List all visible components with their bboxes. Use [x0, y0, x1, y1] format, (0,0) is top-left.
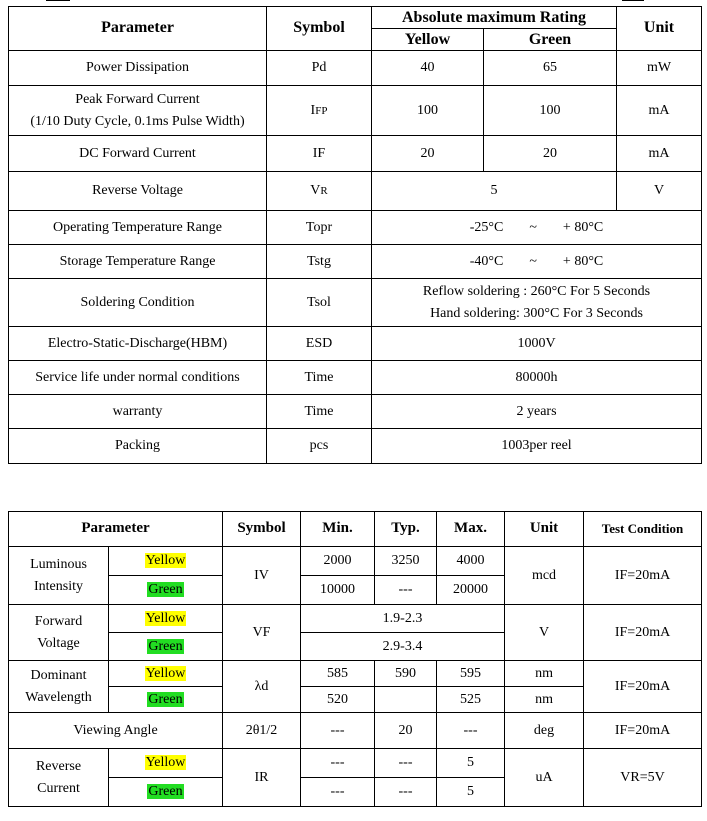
value-cell: 80000h — [372, 361, 702, 395]
test-cell: IF=20mA — [584, 713, 702, 749]
yellow-value: 100 — [372, 86, 484, 136]
typ-value: --- — [375, 576, 437, 605]
symbol-cell: Topr — [267, 211, 372, 245]
symbol-main: V — [310, 183, 321, 199]
table-row — [9, 547, 702, 576]
soldering-cell — [372, 279, 702, 327]
yellow-label: Yellow — [145, 755, 186, 771]
green-label: Green — [148, 638, 183, 654]
param-cell: Viewing Angle — [9, 713, 223, 749]
header-symbol: Symbol — [267, 7, 372, 51]
param-line: Current — [37, 780, 80, 796]
header-typ: Typ. — [375, 512, 437, 547]
max-value: 5 — [437, 749, 505, 778]
test-cell: IF=20mA — [584, 605, 702, 661]
param-cell — [9, 86, 267, 136]
param-cell: Operating Temperature Range — [9, 211, 267, 245]
value-cell: 1003per reel — [372, 429, 702, 464]
min-value: 2000 — [301, 547, 375, 576]
color-cell — [109, 576, 223, 605]
color-cell — [109, 633, 223, 661]
param-cell — [9, 605, 109, 661]
value-cell: 5 — [372, 172, 617, 211]
symbol-cell — [267, 172, 372, 211]
param-cell: Service life under normal conditions — [9, 361, 267, 395]
range-tilde: ~ — [529, 253, 537, 269]
range-cell — [372, 245, 702, 279]
unit-cell: nm — [505, 687, 584, 713]
range-value: 2.9-3.4 — [301, 633, 505, 661]
range-max: + 80°C — [562, 253, 604, 269]
param-line: Forward — [34, 613, 83, 629]
param-line: Peak Forward Current — [75, 91, 200, 107]
max-value: 595 — [437, 661, 505, 687]
unit-cell: mW — [617, 51, 702, 86]
min-value: 520 — [301, 687, 375, 713]
table-row — [9, 86, 702, 136]
soldering-line: Reflow soldering : 260°C For 5 Seconds — [422, 283, 651, 299]
page-edge-mark — [622, 0, 644, 1]
table-row — [9, 245, 702, 279]
min-value: --- — [301, 778, 375, 807]
max-value: 4000 — [437, 547, 505, 576]
param-cell: Electro-Static-Discharge(HBM) — [9, 327, 267, 361]
param-cell — [9, 749, 109, 807]
symbol-cell: Tsol — [267, 279, 372, 327]
unit-cell: nm — [505, 661, 584, 687]
symbol-cell: λd — [223, 661, 301, 713]
test-cell: IF=20mA — [584, 547, 702, 605]
typ-value: --- — [375, 778, 437, 807]
header-min: Min. — [301, 512, 375, 547]
param-cell: Storage Temperature Range — [9, 245, 267, 279]
green-value: 20 — [484, 136, 617, 172]
green-label: Green — [148, 691, 183, 707]
max-value: --- — [437, 713, 505, 749]
symbol-cell: ESD — [267, 327, 372, 361]
param-cell: Power Dissipation — [9, 51, 267, 86]
param-line: Intensity — [34, 578, 83, 594]
table-row — [9, 661, 702, 687]
param-cell — [9, 661, 109, 713]
symbol-cell: 2θ1/2 — [223, 713, 301, 749]
header-unit: Unit — [617, 7, 702, 51]
test-cell: VR=5V — [584, 749, 702, 807]
value-cell: 2 years — [372, 395, 702, 429]
symbol-cell: pcs — [267, 429, 372, 464]
symbol-cell: Time — [267, 361, 372, 395]
green-label: Green — [148, 582, 183, 598]
typ-value — [375, 687, 437, 713]
electro-optical-table — [8, 511, 702, 807]
unit-cell: mA — [617, 136, 702, 172]
unit-cell: uA — [505, 749, 584, 807]
symbol-cell: IR — [223, 749, 301, 807]
param-cell: DC Forward Current — [9, 136, 267, 172]
yellow-value: 40 — [372, 51, 484, 86]
param-cell: Reverse Voltage — [9, 172, 267, 211]
header-parameter: Parameter — [9, 512, 223, 547]
symbol-cell: IV — [223, 547, 301, 605]
param-line: (1/10 Duty Cycle, 0.1ms Pulse Width) — [30, 113, 245, 129]
range-value: 1.9-2.3 — [301, 605, 505, 633]
yellow-value: 20 — [372, 136, 484, 172]
header-unit: Unit — [505, 512, 584, 547]
min-value: 585 — [301, 661, 375, 687]
max-value: 5 — [437, 778, 505, 807]
color-cell — [109, 749, 223, 778]
param-line: Dominant — [30, 667, 87, 683]
param-line: Reverse — [35, 758, 82, 774]
min-value: --- — [301, 749, 375, 778]
range-min: -25°C — [469, 219, 504, 235]
green-value: 100 — [484, 86, 617, 136]
range-min: -40°C — [469, 253, 504, 269]
param-cell: Soldering Condition — [9, 279, 267, 327]
color-cell — [109, 547, 223, 576]
param-cell: Packing — [9, 429, 267, 464]
typ-value: 3250 — [375, 547, 437, 576]
param-line: Voltage — [37, 635, 80, 651]
table-row — [9, 361, 702, 395]
typ-value: 590 — [375, 661, 437, 687]
param-cell: warranty — [9, 395, 267, 429]
header-green: Green — [484, 29, 617, 51]
header-symbol: Symbol — [223, 512, 301, 547]
max-value: 525 — [437, 687, 505, 713]
symbol-cell — [267, 86, 372, 136]
symbol-cell: Tstg — [267, 245, 372, 279]
header-yellow: Yellow — [372, 29, 484, 51]
min-value: 10000 — [301, 576, 375, 605]
typ-value: --- — [375, 749, 437, 778]
range-cell — [372, 211, 702, 245]
soldering-line: Hand soldering: 300°C For 3 Seconds — [430, 305, 643, 321]
header-rating: Absolute maximum Rating — [372, 7, 617, 29]
unit-cell: mA — [617, 86, 702, 136]
symbol-cell: Time — [267, 395, 372, 429]
param-cell — [9, 547, 109, 605]
color-cell — [109, 687, 223, 713]
unit-cell: mcd — [505, 547, 584, 605]
yellow-label: Yellow — [145, 665, 186, 681]
table-row — [9, 713, 702, 749]
table-row — [9, 749, 702, 778]
color-cell — [109, 605, 223, 633]
symbol-main: I — [310, 102, 316, 118]
table-row — [9, 136, 702, 172]
table-row — [9, 605, 702, 633]
unit-cell: V — [617, 172, 702, 211]
table-row — [9, 211, 702, 245]
green-value: 65 — [484, 51, 617, 86]
symbol-sub: FP — [315, 104, 328, 117]
table-row — [9, 327, 702, 361]
symbol-sub: R — [320, 185, 328, 198]
header-max: Max. — [437, 512, 505, 547]
yellow-label: Yellow — [145, 610, 186, 626]
table-row — [9, 279, 702, 327]
table-row — [9, 51, 702, 86]
symbol-cell: VF — [223, 605, 301, 661]
max-value: 20000 — [437, 576, 505, 605]
param-line: Luminous — [30, 556, 87, 572]
symbol-cell: Pd — [267, 51, 372, 86]
header-test-condition: Test Condition — [584, 512, 702, 547]
table-row — [9, 172, 702, 211]
green-label: Green — [148, 784, 183, 800]
header-parameter: Parameter — [9, 7, 267, 51]
typ-value: 20 — [375, 713, 437, 749]
table-row — [9, 395, 702, 429]
page-edge-mark — [46, 0, 70, 1]
min-value: --- — [301, 713, 375, 749]
range-max: + 80°C — [562, 219, 604, 235]
param-line: Wavelength — [25, 689, 92, 705]
test-cell: IF=20mA — [584, 661, 702, 713]
color-cell — [109, 778, 223, 807]
table-row — [9, 429, 702, 464]
value-cell: 1000V — [372, 327, 702, 361]
unit-cell: deg — [505, 713, 584, 749]
yellow-label: Yellow — [145, 553, 186, 569]
absolute-maximum-ratings-table — [8, 6, 702, 464]
unit-cell: V — [505, 605, 584, 661]
range-tilde: ~ — [529, 219, 537, 235]
symbol-cell: IF — [267, 136, 372, 172]
color-cell — [109, 661, 223, 687]
